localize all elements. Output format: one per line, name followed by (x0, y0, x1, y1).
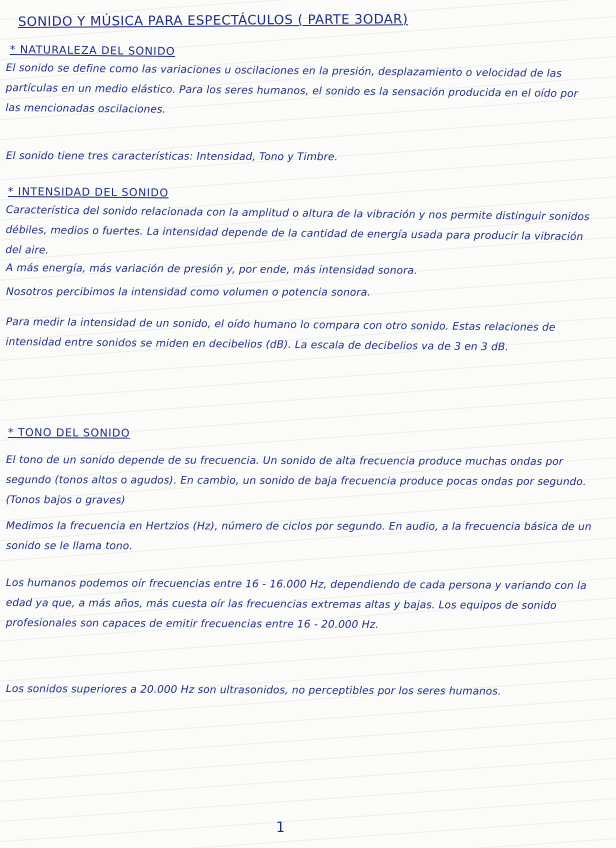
paragraph: A más energía, más variación de presión y, por ende, más intensidad sonora. (5, 261, 418, 277)
paragraph: Característica del sonido relacionada con la amplitud o altura de la vibración y nos permite distinguir sonidos débiles, medios o fuertes. La intensidad depende de la cantidad de energía usada para producir la vibración del aire. (5, 203, 590, 257)
paragraph: Nosotros percibimos la intensidad como volumen o potencia sonora. (5, 286, 371, 299)
paragraph: Medimos la frecuencia en Hertzios (Hz), número de ciclos por segundo. En audio, a la frecuencia básica de un sonido se le llama tono. (5, 520, 592, 553)
page-number: 1 (276, 820, 285, 836)
section-heading-tono: * TONO DEL SONIDO (7, 425, 131, 440)
paragraph: El tono de un sonido depende de su frecuencia. Un sonido de alta frecuencia produce muchas ondas por segundo (tonos altos o agudos). En cambio, un sonido de baja frecuencia produce pocas ondas por segundo. (Tonos bajos o graves) (5, 453, 587, 507)
section-heading-intensidad: * INTENSIDAD DEL SONIDO (7, 184, 169, 200)
paragraph: Los sonidos superiores a 20.000 Hz son ultrasonidos, no perceptibles por los seres humanos. (5, 682, 502, 698)
section-heading-naturaleza: * NATURALEZA DEL SONIDO (9, 42, 176, 59)
page-title: SONIDO Y MÚSICA PARA ESPECTÁCULOS ( PARTE 3ODAR) (18, 12, 409, 30)
paragraph: El sonido se define como las variaciones u oscilaciones en la presión, desplazamiento o velocidad de las partículas en un medio elástico. Para los seres humanos, el sonido es la sensación producida en el oído por las mencionadas oscilaciones. (5, 61, 579, 117)
paragraph: Los humanos podemos oír frecuencias entre 16 - 16.000 Hz, dependiendo de cada persona y variando con la edad ya que, a más años, más cuesta oír las frecuencias extremas altas y bajas. Los equipos de sonido profesionales son capaces de emitir frecuencias entre 16 - 20.000 Hz. (5, 576, 587, 632)
paragraph: Para medir la intensidad de un sonido, el oído humano lo compara con otro sonido. Estas relaciones de intensidad entre sonidos se miden en decibelios (dB). La escala de decibelios va de 3 en 3 dB. (5, 315, 556, 354)
paragraph: El sonido tiene tres características: Intensidad, Tono y Timbre. (5, 149, 338, 164)
